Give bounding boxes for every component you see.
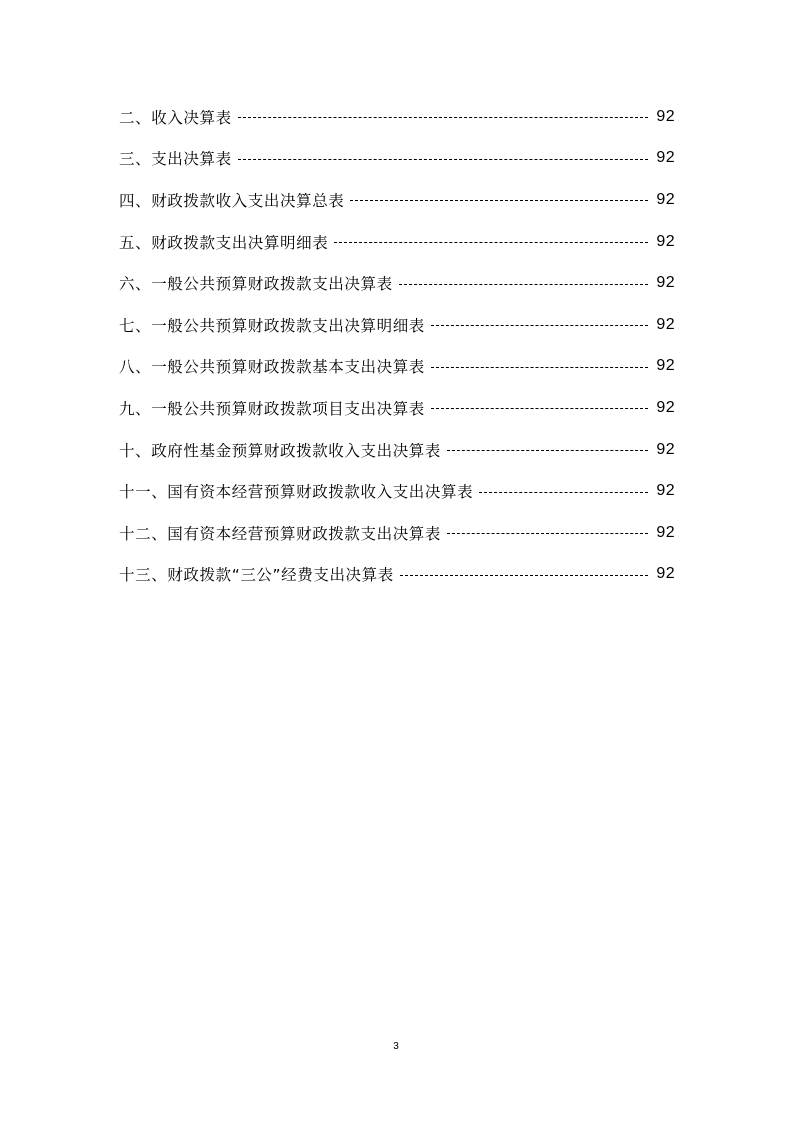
toc-entry-page: 92 [656, 357, 675, 375]
toc-dot-leader [399, 284, 649, 285]
toc-dot-leader [479, 492, 648, 493]
toc-dot-leader [431, 367, 648, 368]
toc-entry-page: 92 [656, 107, 675, 125]
toc-entry [119, 138, 675, 180]
toc-entry-page: 92 [656, 523, 675, 541]
toc-dot-leader [431, 325, 648, 326]
toc-entry-page: 92 [656, 565, 675, 583]
toc-entry-title: 十一、国有资本经营预算财政拨款收入支出决算表 [119, 483, 474, 502]
toc-entry-page: 92 [656, 398, 675, 416]
toc-entry-title: 六、一般公共预算财政拨款支出决算表 [119, 275, 393, 294]
toc-entry-title: 十三、财政拨款“三公”经费支出决算表 [119, 566, 394, 585]
toc-entry-page: 92 [656, 190, 675, 208]
toc-dot-leader [238, 159, 649, 160]
toc-entry [119, 304, 675, 346]
toc-entry-page: 92 [656, 315, 675, 333]
toc-entry-title: 十、政府性基金预算财政拨款收入支出决算表 [119, 441, 442, 460]
table-of-contents [119, 96, 675, 595]
toc-entry-title: 七、一般公共预算财政拨款支出决算明细表 [119, 316, 425, 335]
toc-entry-title: 三、支出决算表 [119, 150, 232, 169]
toc-entry [119, 387, 675, 429]
toc-entry-title: 八、一般公共预算财政拨款基本支出决算表 [119, 358, 425, 377]
toc-entry-title: 二、收入决算表 [119, 108, 232, 127]
toc-dot-leader [238, 117, 649, 118]
toc-entry [119, 221, 675, 263]
toc-entry-page: 92 [656, 482, 675, 500]
toc-entry-title: 五、财政拨款支出决算明细表 [119, 233, 329, 252]
toc-entry-page: 92 [656, 440, 675, 458]
toc-dot-leader [334, 242, 648, 243]
page-number: 3 [393, 1041, 399, 1052]
toc-entry [119, 512, 675, 554]
toc-dot-leader [431, 408, 648, 409]
toc-entry-title: 九、一般公共预算财政拨款项目支出决算表 [119, 399, 425, 418]
toc-entry [119, 96, 675, 138]
toc-entry [119, 429, 675, 471]
toc-entry [119, 346, 675, 388]
toc-dot-leader [400, 575, 649, 576]
toc-entry [119, 554, 675, 596]
toc-entry-page: 92 [656, 274, 675, 292]
toc-entry-page: 92 [656, 232, 675, 250]
toc-entry-title: 十二、国有资本经营预算财政拨款支出决算表 [119, 524, 442, 543]
toc-dot-leader [447, 533, 648, 534]
toc-entry [119, 262, 675, 304]
toc-dot-leader [350, 200, 648, 201]
toc-entry [119, 470, 675, 512]
toc-entry [119, 179, 675, 221]
toc-dot-leader [447, 450, 648, 451]
toc-entry-title: 四、财政拨款收入支出决算总表 [119, 191, 345, 210]
toc-entry-page: 92 [656, 149, 675, 167]
